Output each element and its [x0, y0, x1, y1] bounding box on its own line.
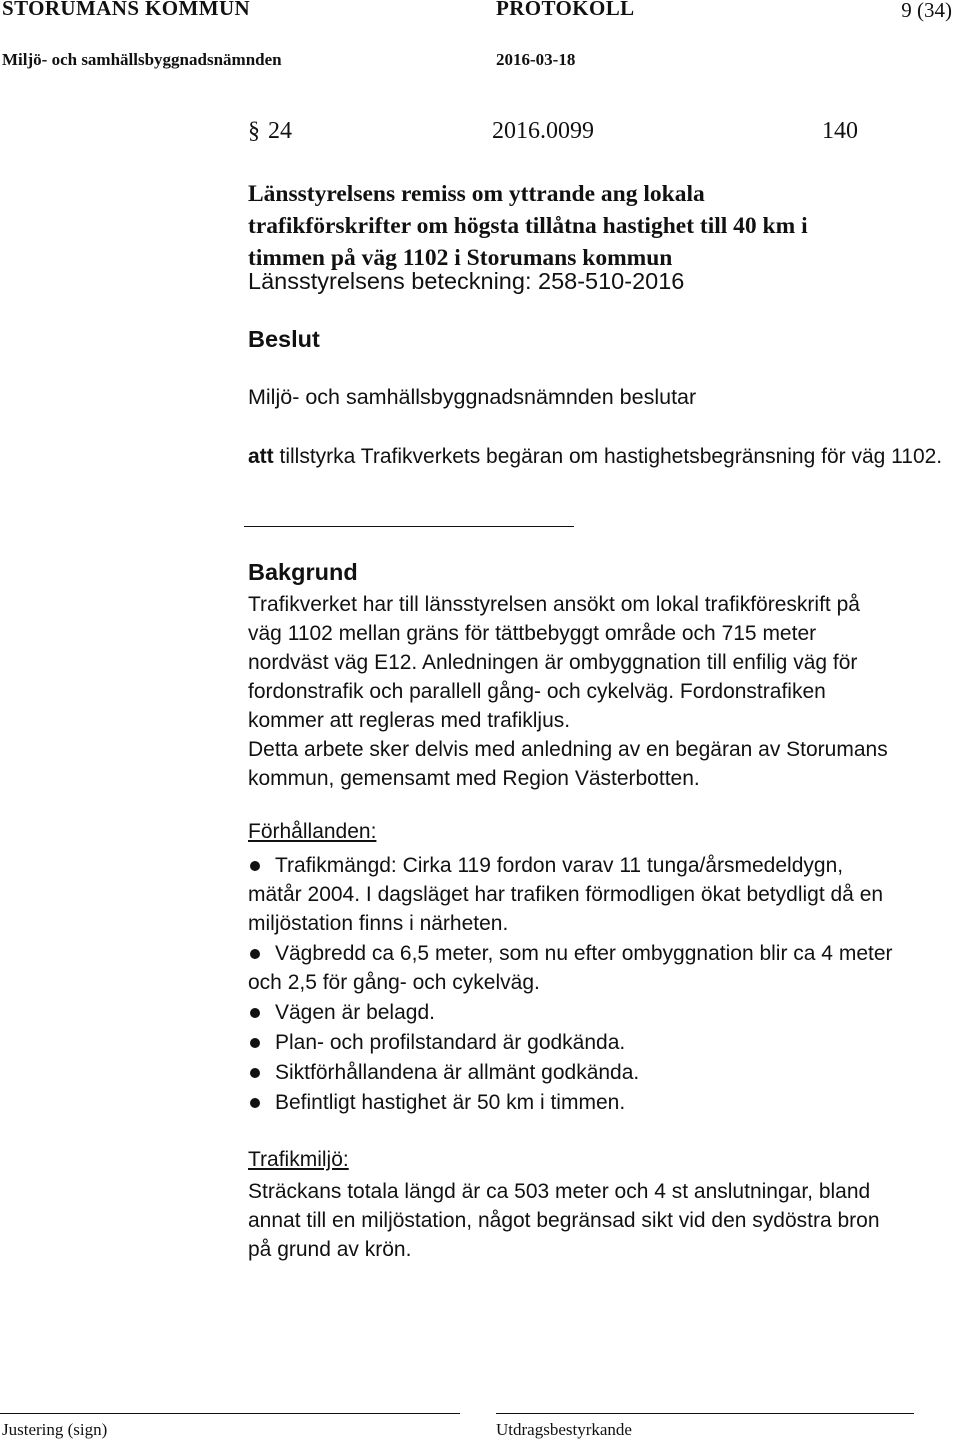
traffic-env-heading: Trafikmiljö: — [248, 1148, 349, 1171]
conditions-heading: Förhållanden: — [248, 820, 377, 843]
header-doc-type: PROTOKOLL — [496, 0, 635, 20]
traffic-env-line: annat till en miljöstation, något begränsad sikt vid den sydöstra bron — [248, 1209, 880, 1232]
list-item — [248, 1058, 948, 1087]
decision-body: tillstyrka Trafikverkets begäran om hastighetsbegränsning för väg 1102. — [279, 445, 943, 468]
att-word: att — [248, 445, 274, 468]
list-item-line: Trafikmängd: Cirka 119 fordon varav 11 tunga/årsmedeldygn, — [275, 854, 844, 877]
case-title-line: Länsstyrelsens remiss om yttrande ang lokala — [248, 181, 705, 207]
case-title — [248, 178, 928, 274]
background-line: kommer att regleras med trafikljus. — [248, 709, 571, 732]
background-text — [248, 590, 948, 793]
traffic-env-line: Sträckans totala längd är ca 503 meter och 4 st anslutningar, bland — [248, 1180, 871, 1203]
bullet-icon — [250, 1098, 260, 1108]
bullet-icon — [250, 949, 260, 959]
list-item — [248, 1088, 948, 1117]
bullet-icon — [250, 861, 260, 871]
bullet-icon — [250, 1008, 260, 1018]
paragraph-number: 24 — [268, 118, 292, 144]
header-committee: Miljö- och samhällsbyggnadsnämnden — [2, 50, 282, 69]
list-item-line: Siktförhållandena är allmänt godkända. — [275, 1061, 640, 1084]
header-date: 2016-03-18 — [496, 50, 576, 69]
list-item — [248, 851, 948, 938]
background-line: nordväst väg E12. Anledningen är ombyggnation till enfilig väg för — [248, 651, 858, 674]
list-item-line: mätår 2004. I dagsläget har trafiken förmodligen ökat betydligt då en — [248, 883, 884, 906]
diary-number: 2016.0099 — [492, 118, 594, 144]
traffic-env-line: på grund av krön. — [248, 1238, 412, 1261]
traffic-env-text — [248, 1177, 948, 1264]
case-code: 140 — [822, 118, 858, 144]
case-title-line: timmen på väg 1102 i Storumans kommun — [248, 245, 673, 271]
list-item-line: och 2,5 för gång- och cykelväg. — [248, 971, 540, 994]
reference-number: Länsstyrelsens beteckning: 258-510-2016 — [248, 268, 685, 294]
background-line: Trafikverket har till länsstyrelsen ansökt om lokal trafikföreskrift på — [248, 593, 860, 616]
bullet-icon — [250, 1038, 260, 1048]
case-title-line: trafikförskrifter om högsta tillåtna hastighet till 40 km i — [248, 213, 808, 239]
decision-text — [248, 442, 948, 471]
footer-signature-line — [0, 1413, 460, 1414]
list-item — [248, 1028, 948, 1057]
background-heading: Bakgrund — [248, 559, 358, 585]
background-line: Detta arbete sker delvis med anledning av en begäran av Storumans — [248, 738, 888, 761]
footer-justification: Justering (sign) — [2, 1420, 108, 1439]
header-page-number: 9 (34) — [901, 0, 952, 22]
list-item — [248, 998, 948, 1027]
list-item-line: Vägbredd ca 6,5 meter, som nu efter ombyggnation blir ca 4 meter — [275, 942, 893, 965]
conditions-list — [248, 851, 948, 1118]
decision-intro: Miljö- och samhällsbyggnadsnämnden beslutar — [248, 385, 697, 409]
bullet-icon — [250, 1068, 260, 1078]
paragraph-symbol: § — [248, 118, 260, 144]
list-item-line: Plan- och profilstandard är godkända. — [275, 1031, 626, 1054]
section-divider — [244, 526, 574, 527]
decision-heading: Beslut — [248, 326, 320, 352]
header-org: STORUMANS KOMMUN — [2, 0, 251, 20]
list-item-line: Vägen är belagd. — [275, 1001, 435, 1024]
background-line: väg 1102 mellan gräns för tättbebyggt område och 715 meter — [248, 622, 817, 645]
footer-cert-line — [496, 1413, 914, 1414]
background-line: fordonstrafik och parallell gång- och cykelväg. Fordonstrafiken — [248, 680, 826, 703]
list-item-line: miljöstation finns i närheten. — [248, 912, 509, 935]
footer-extract-cert: Utdragsbestyrkande — [496, 1420, 632, 1439]
list-item-line: Befintligt hastighet är 50 km i timmen. — [275, 1091, 626, 1114]
background-line: kommun, gemensamt med Region Västerbotten. — [248, 767, 700, 790]
list-item — [248, 939, 948, 997]
